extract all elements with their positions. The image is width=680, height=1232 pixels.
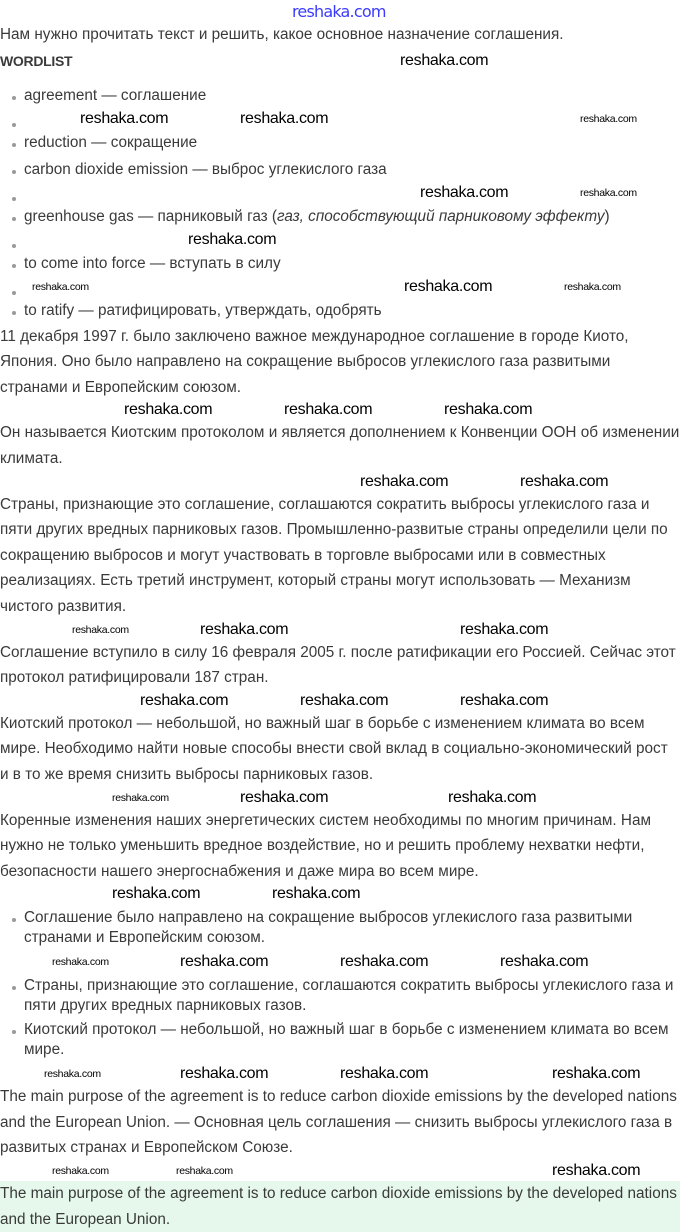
- site-watermark-header: reshaka.com: [292, 2, 386, 21]
- wordlist-item: [0, 203, 680, 230]
- watermark: reshaka.com: [188, 230, 277, 248]
- watermark: reshaka.com: [52, 1165, 109, 1178]
- watermark: reshaka.com: [176, 1165, 233, 1178]
- watermark: reshaka.com: [520, 472, 609, 490]
- watermark-row: [0, 400, 680, 420]
- watermark: reshaka.com: [240, 788, 329, 806]
- term: greenhouse gas — парниковый газ (: [24, 207, 278, 225]
- watermark: reshaka.com: [552, 1162, 641, 1180]
- watermark: reshaka.com: [404, 277, 493, 295]
- watermark-row: [0, 1161, 680, 1181]
- term: to ratify — ратифицировать, утверждать, одобрять: [24, 301, 382, 319]
- watermark-row: [0, 183, 680, 203]
- watermark: reshaka.com: [72, 623, 129, 636]
- watermark: reshaka.com: [80, 109, 169, 127]
- watermark: reshaka.com: [52, 956, 109, 969]
- paragraph: Соглашение вступило в силу 16 февраля 2005 г. после ратификации его Россией. Сейчас этот протокол ратифицировали 187 стран.: [0, 643, 676, 687]
- watermark: reshaka.com: [580, 186, 637, 199]
- watermark: reshaka.com: [140, 691, 229, 709]
- answer-text: The main purpose of the agreement is to reduce carbon dioxide emissions by the developed nations and the European Union.: [0, 1181, 680, 1232]
- wordlist-heading-row: [0, 48, 680, 74]
- watermark: reshaka.com: [112, 791, 169, 804]
- summary-list-continued: [0, 976, 680, 1060]
- term: carbon dioxide emission — выброс углекислого газа: [24, 160, 387, 178]
- watermark: reshaka.com: [44, 1068, 101, 1081]
- wordlist-item: [0, 297, 680, 324]
- term: agreement — соглашение: [24, 86, 207, 104]
- watermark: reshaka.com: [124, 401, 213, 419]
- watermark-row: [0, 277, 680, 297]
- term-tail: ): [604, 207, 610, 225]
- watermark: reshaka.com: [444, 401, 533, 419]
- watermark-row: [0, 1064, 680, 1084]
- watermark-row: [0, 884, 680, 904]
- watermark-row: [0, 788, 680, 808]
- summary-item: Соглашение было направлено на сокращение выбросов углекислого газа развитыми странами и Европейским союзом.: [0, 908, 680, 948]
- term: to come into force — вступать в силу: [24, 254, 281, 272]
- watermark-row: [0, 472, 680, 492]
- watermark: reshaka.com: [112, 885, 201, 903]
- watermark: reshaka.com: [552, 1065, 641, 1083]
- wordlist-item: [0, 156, 680, 183]
- wordlist-heading: WORDLIST: [0, 52, 73, 69]
- watermark-row: [0, 620, 680, 640]
- watermark: reshaka.com: [300, 691, 389, 709]
- watermark: reshaka.com: [284, 401, 373, 419]
- watermark: reshaka.com: [420, 183, 509, 201]
- term: reduction — сокращение: [24, 133, 198, 151]
- watermark-row: [0, 230, 680, 250]
- intro-text: Нам нужно прочитать текст и решить, какое основное назначение соглашения.: [0, 26, 564, 43]
- watermark: reshaka.com: [448, 788, 537, 806]
- wordlist-item: [0, 250, 680, 277]
- watermark: reshaka.com: [360, 472, 449, 490]
- watermark: reshaka.com: [180, 1065, 269, 1083]
- watermark: reshaka.com: [340, 953, 429, 971]
- watermark: reshaka.com: [240, 109, 329, 127]
- watermark: reshaka.com: [500, 953, 589, 971]
- watermark-row: [0, 952, 680, 972]
- watermark: reshaka.com: [460, 620, 549, 638]
- watermark: reshaka.com: [460, 691, 549, 709]
- watermark: reshaka.com: [180, 953, 269, 971]
- paragraph: Страны, признающие это соглашение, соглашаются сократить выбросы углекислого газа и пяти других вредных парниковых газов. Промышленно-развитые страны определили цели по сокращению выбросов и могут участвовать в торговле выбросами или в совместных реализациях. Есть третий инструмент, который страны могут использовать — Механизм чистого развития.: [0, 495, 668, 615]
- watermark: reshaka.com: [272, 885, 361, 903]
- header-row: [0, 0, 680, 22]
- watermark: reshaka.com: [564, 280, 621, 293]
- conclusion-text: The main purpose of the agreement is to reduce carbon dioxide emissions by the developed nations and the European Union. — Основная цель соглашения — снизить выбросы углекислого газа в развитых странах и Европейском Союзе.: [0, 1088, 677, 1157]
- wordlist-item: [0, 82, 680, 109]
- summary-item: Страны, признающие это соглашение, соглашаются сократить выбросы углекислого газа и пяти других вредных парниковых газов.: [0, 976, 680, 1016]
- wordlist: [0, 82, 680, 324]
- paragraph: Коренные изменения наших энергетических систем необходимы по многим причинам. Нам нужно не только уменьшить вредное воздействие, но и решить проблему нехватки нефти, безопасности нашего энергоснабжения и даже мира во всем мире.: [0, 811, 651, 880]
- watermark: reshaka.com: [340, 1065, 429, 1083]
- watermark-row: [0, 691, 680, 711]
- summary-list: [0, 908, 680, 948]
- paragraph: Он называется Киотским протоколом и является дополнением к Конвенции ООН об изменении климата.: [0, 424, 680, 467]
- paragraph: 11 декабря 1997 г. было заключено важное международное соглашение в городе Киото, Япония. Оно было направлено на сокращение выбросов углекислого газа развитыми странами и Европейским союзом.: [0, 327, 629, 396]
- term-note: газ, способствующий парниковому эффекту: [277, 207, 605, 225]
- watermark: reshaka.com: [400, 51, 489, 69]
- watermark: reshaka.com: [580, 112, 637, 125]
- watermark-row: [0, 109, 680, 129]
- paragraph: Киотский протокол — небольшой, но важный шаг в борьбе с изменением климата во всем мире. Необходимо найти новые способы внести свой вклад в социально-экономический рост и в то же время снизить выбросы парниковых газов.: [0, 714, 668, 783]
- wordlist-item: [0, 129, 680, 156]
- watermark: reshaka.com: [32, 280, 89, 293]
- summary-item: Киотский протокол — небольшой, но важный шаг в борьбе с изменением климата во всем мире.: [0, 1020, 680, 1060]
- watermark: reshaka.com: [200, 620, 289, 638]
